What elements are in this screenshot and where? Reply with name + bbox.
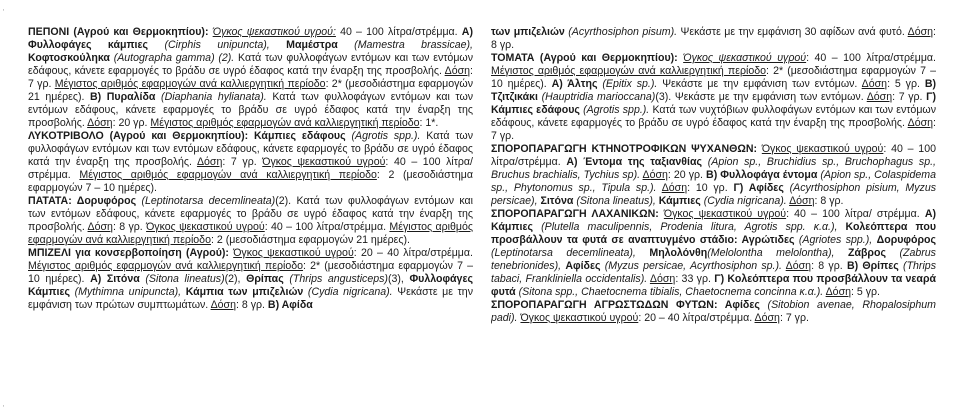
text-segment: Δόση — [196, 156, 223, 168]
text-segment: ΤΟΜΑΤΑ (Αγρού και Θερμοκηπίου): — [491, 52, 684, 64]
text-segment: ΜΠΙΖΕΛΙ για κονσερβοποίηση (Αγρού): — [28, 247, 234, 259]
text-segment: Α) Φυλλοφάγες κάμπιες — [28, 26, 473, 51]
text-segment: : 10 γρ. — [687, 182, 734, 194]
text-segment: (Agriotes spp.), — [794, 234, 877, 246]
paragraph — [491, 208, 936, 299]
text-segment: Δόση — [87, 117, 113, 129]
text-segment: Ψεκάστε με την εμφάνιση 30 αφίδων ανά φυτό. — [677, 26, 908, 38]
text-segment: (Apion sp., Bruchidius sp., Bruchophagus sp., Bruchus brachialis, Tychius sp). — [491, 156, 936, 181]
text-segment: Φυλλοφάγες Κάμπιες — [28, 273, 473, 298]
edge-mark-top: ‚ — [3, 6, 5, 12]
text-segment: Γ) Αφίδες — [733, 182, 784, 194]
text-segment: (Leptinotarsa decemlineata) — [136, 195, 276, 207]
text-segment: (2). Κατά των φυλλοφάγων εντόμων και των εντόμων εδάφους, κάνετε εφαρμογές το βράδυ σε υγρό έδαφος κατά την έναρξη της προσβολής. — [28, 195, 473, 233]
text-segment: Όγκος ψεκαστικού υγρού — [262, 156, 386, 168]
text-segment: (Mythimna unipuncta), — [70, 286, 186, 298]
text-segment: Κοφτοσκούληκα — [28, 52, 110, 64]
text-segment: : 8 γρ. — [814, 195, 844, 207]
label-document — [28, 26, 936, 406]
text-segment: (Apion sp., Colaspidema sp., Phytonomus sp., Tipula sp.). — [491, 169, 936, 194]
edge-mark-bottom: ‚ — [3, 402, 5, 408]
text-segment: (Cydia nigricana). — [303, 286, 393, 298]
text-segment: : 8 γρ. — [112, 221, 147, 233]
text-segment: : 7 γρ. — [491, 117, 936, 142]
text-segment: (Myzus persicae, Acyrthosiphon sp.). — [600, 260, 782, 272]
text-segment: (Acyrthosiphon pisum). — [564, 26, 678, 38]
text-segment: (Epitix sp.). — [597, 78, 658, 90]
text-segment: Μέγιστος αριθμός εφαρμογών ανά καλλιεργητική περίοδο — [150, 117, 420, 129]
text-segment: Δόση — [649, 273, 676, 285]
text-segment: Γ) Κάμπιες εδάφους — [491, 91, 936, 116]
text-segment: (Thrips angusticeps) — [283, 273, 388, 285]
text-segment: (Agrotis spp.). — [345, 130, 421, 142]
text-segment: Όγκος ψεκαστικού υγρού — [146, 221, 265, 233]
text-segment: Κατά των φυλλοφάγων εντόμων και των εντόμων εδάφους, κάνετε εφαρμογές το βράδυ σε υγρό έδαφος κατά την έναρξη της προσβολής. — [28, 130, 473, 168]
text-segment: Α) Σιτόνα — [90, 273, 140, 285]
text-segment: Β) Πυραλίδα — [90, 91, 156, 103]
text-segment: (Thrips tabaci, Frankliniella occidentalis). — [491, 260, 936, 285]
text-segment: (Sitobion avenae, Rhopalosiphum padi). — [491, 299, 936, 324]
text-segment: : 7 γρ. — [779, 312, 809, 324]
text-segment: (Melolontha melolontha), — [707, 247, 848, 259]
text-segment: (Sitona spp., Chaetocnema tibialis, Chaetocnema concinna κ.α.). — [515, 286, 824, 298]
text-segment: (Sitona lineatus) — [139, 273, 225, 285]
paragraph — [491, 299, 936, 325]
text-segment: : 2* (μεσοδιάστημα εφαρμογών 21 ημέρες). — [28, 78, 473, 103]
text-segment: Δόση — [785, 260, 812, 272]
text-segment: Όγκος ψεκαστικού υγρού — [233, 247, 354, 259]
text-segment: Β) Θρίπες — [846, 260, 899, 272]
text-segment: : 8 γρ. — [811, 260, 847, 272]
text-segment: ΠΑΤΑΤΑ: Δορυφόρος — [28, 195, 137, 207]
text-segment: (Mamestra brassicae), — [337, 39, 473, 51]
text-segment: Δορυφόρος — [876, 234, 936, 246]
text-segment: Δόση — [210, 299, 236, 311]
text-column-left — [28, 26, 473, 406]
text-segment: : 2* (μεσοδιάστημα εφαρμογών 7 – 10 ημέρες). — [491, 65, 936, 90]
text-segment: Όγκος ψεκαστικού υγρού — [663, 208, 787, 220]
text-segment: Δόση — [754, 312, 780, 324]
text-segment: (3). Ψεκάστε με την εμφάνιση των εντόμων. — [655, 91, 867, 103]
text-segment: : 5 γρ. — [851, 286, 881, 298]
text-segment: Ψεκάστε με την εμφάνιση των πρώτων συμπτωμάτων. — [28, 286, 473, 311]
text-segment: (Agrotis spp.). — [579, 104, 650, 116]
paragraph — [491, 52, 936, 143]
text-segment: Δόση — [661, 182, 688, 194]
text-segment: : 8 γρ. — [491, 26, 936, 51]
text-segment: ΣΠΟΡΟΠΑΡΑΓΩΓΗ ΛΑΧΑΝΙΚΩΝ: — [491, 208, 664, 220]
text-segment: Κολεόπτερα που προσβάλλουν τα φυτά σε αναπτυγμένο στάδιο: Αγρώτιδες — [491, 221, 936, 246]
text-segment: Δόση — [907, 117, 934, 129]
text-segment: Β) Φυλλοφάγα έντομα — [706, 169, 818, 181]
text-segment: των μπιζελιών — [491, 26, 565, 38]
text-segment: Μέγιστος αριθμός εφαρμογών ανά καλλιεργητική περίοδο — [54, 78, 326, 90]
text-segment: ΠΕΠΟΝΙ (Αγρού και Θερμοκηπίου): — [28, 26, 213, 38]
text-segment: Δόση — [642, 169, 668, 181]
text-segment: Γ) Κολεόπτερα που προσβάλλουν τα νεαρά φυτά — [491, 273, 936, 298]
text-segment: (3), — [387, 273, 410, 285]
text-segment: Θρίπας — [246, 273, 284, 285]
paragraph — [28, 130, 473, 195]
text-segment: Α) Άλτης — [551, 78, 598, 90]
text-segment: : 40 – 100 λίτρα/στρέμμα. — [806, 52, 936, 64]
text-segment: Μέγιστος αριθμός εφαρμογών ανά καλλιεργητική περίοδο — [491, 65, 767, 77]
text-segment: : 2 (μεσοδιάστημα εφαρμογών 7 – 10 ημέρες). — [28, 169, 473, 194]
text-segment: (Plutella maculipennis, Prodenia litura, Agrotis spp. κ.α.), — [533, 221, 846, 233]
text-segment: (Cirphis unipuncta), — [148, 39, 287, 51]
paragraph — [28, 247, 473, 312]
text-segment: : 1*. — [419, 117, 439, 129]
text-segment: Δόση — [861, 78, 888, 90]
text-segment: Β) Τζιτζικάκι — [491, 78, 936, 103]
text-segment: : 40 – 100 λίτρα/ στρέμμα. — [786, 208, 925, 220]
text-segment: Α) Κάμπιες — [491, 208, 936, 233]
text-segment: Μαμέστρα — [286, 39, 338, 51]
text-segment: (Acyrthosiphon pisium, Myzus persicae), — [491, 182, 936, 207]
text-segment: Όγκος ψεκαστικού υγρού — [683, 52, 807, 64]
text-segment: : 20 – 40 λίτρα/στρέμμα. — [638, 312, 755, 324]
text-segment: : 7 γρ. — [892, 91, 927, 103]
text-column-right — [491, 26, 936, 406]
text-segment: : 40 – 100 λίτρα/στρέμμα. — [491, 143, 936, 168]
text-segment: Α) Έντομα της ταξιανθίας — [566, 156, 702, 168]
text-segment: Ζάβρος — [847, 247, 886, 259]
text-segment: Μέγιστος αριθμός εφαρμογών ανά καλλιεργητική περίοδο — [28, 260, 304, 272]
text-segment: : 2* (μεσοδιάστημα εφαρμογών 7 – 10 ημέρες). — [28, 260, 473, 285]
text-segment: : 7 γρ. — [222, 156, 263, 168]
text-segment: (Sitona lineatus), — [573, 195, 659, 207]
text-segment: (Diaphania hylianata). — [155, 91, 267, 103]
text-segment: (Zabrus tenebrionides), — [491, 247, 936, 272]
text-segment: (Cydia nigricana). — [700, 195, 787, 207]
text-segment: : 40 – 100 λίτρα/στρέμμα. — [28, 156, 473, 181]
text-segment: Όγκος ψεκαστικού υγρού — [761, 143, 884, 155]
paragraph — [28, 26, 473, 130]
paragraph — [491, 143, 936, 208]
paragraph — [491, 26, 936, 52]
text-segment: Κάμπιες — [658, 195, 701, 207]
text-segment: Κατά των νυχτόβιων φυλλοφάγων εντόμων και των εντόμων εδάφους, κάνετε εφαρμογές το βράδυ σε υγρό έδαφος κατά την έναρξη της προσβολής. — [491, 104, 936, 129]
text-segment: Κάμπια των μπιζελιών — [185, 286, 304, 298]
text-segment: Κατά των φυλλοφάγων εντόμων και των εντόμων εδάφους, κάνετε εφαρμογές το βράδυ σε υγρό έδαφος κατά την έναρξη της προσβολής. — [28, 91, 473, 129]
text-segment: Ψεκάστε με την εμφάνιση των εντόμων. — [657, 78, 862, 90]
text-segment: Δόση — [907, 26, 934, 38]
text-segment: : 33 γρ. — [675, 273, 715, 285]
text-segment: : 20 – 40 λίτρα/στρέμμα. — [353, 247, 473, 259]
text-segment: Κατά των φυλλοφάγων εντόμων και των εντόμων εδάφους, κάνετε εφαρμογές το βράδυ σε υγρό έδαφος κατά την έναρξη της προσβολής. — [28, 52, 473, 77]
text-segment: Όγκος ψεκαστικού υγρού — [520, 312, 639, 324]
text-segment: : 20 γρ. — [667, 169, 707, 181]
text-segment: Αφίδες — [565, 260, 601, 272]
text-segment: (Hauptridia marioccana) — [537, 91, 656, 103]
text-segment: (Leptinotarsa decemlineata), — [491, 247, 650, 259]
text-segment: (Autographa gamma) (2). — [109, 52, 235, 64]
text-segment: Δόση — [444, 65, 471, 77]
paragraph — [28, 195, 473, 247]
text-segment: Δόση — [866, 91, 893, 103]
text-segment: Μηλολόνθη — [649, 247, 708, 259]
text-segment: ΣΠΟΡΟΠΑΡΑΓΩΓΗ ΑΓΡΩΣΤΩΔΩΝ ΦΥΤΩΝ: Αφίδες — [491, 299, 760, 311]
text-segment: Β) Αφίδα — [267, 299, 313, 311]
text-segment: Δόση — [825, 286, 852, 298]
text-segment: : 40 – 100 λίτρα/στρέμμα. — [264, 221, 390, 233]
text-segment: (2), — [224, 273, 247, 285]
text-segment: : 2 (μεσοδιάστημα εφαρμογών 21 ημέρες). — [210, 234, 410, 246]
text-segment: Σιτόνα — [540, 195, 574, 207]
text-segment: Δόση — [789, 195, 815, 207]
text-segment: Δόση — [87, 221, 113, 233]
text-segment: Όγκος ψεκαστικού υγρού: — [212, 26, 336, 38]
text-segment: Μέγιστος αριθμός εφαρμογών ανά καλλιεργητική περίοδο — [28, 221, 473, 246]
text-segment: : 8 γρ. — [235, 299, 268, 311]
text-segment: Μέγιστος αριθμός εφαρμογών ανά καλλιεργητική περίοδο — [79, 169, 377, 181]
text-segment: ΣΠΟΡΟΠΑΡΑΓΩΓΗ ΚΤΗΝΟΤΡΟΦΙΚΩΝ ΨΥΧΑΝΘΩΝ: — [491, 143, 762, 155]
text-segment: 40 – 100 λίτρα/στρέμμα. — [335, 26, 462, 38]
text-segment: ΛΥΚΟΤΡΙΒΟΛΟ (Αγρού και Θερμοκηπίου): Κάμπιες εδάφους — [28, 130, 346, 142]
text-segment: : 7 γρ. — [28, 65, 473, 90]
text-segment: : 20 γρ. — [112, 117, 151, 129]
text-segment: : 5 γρ. — [887, 78, 925, 90]
